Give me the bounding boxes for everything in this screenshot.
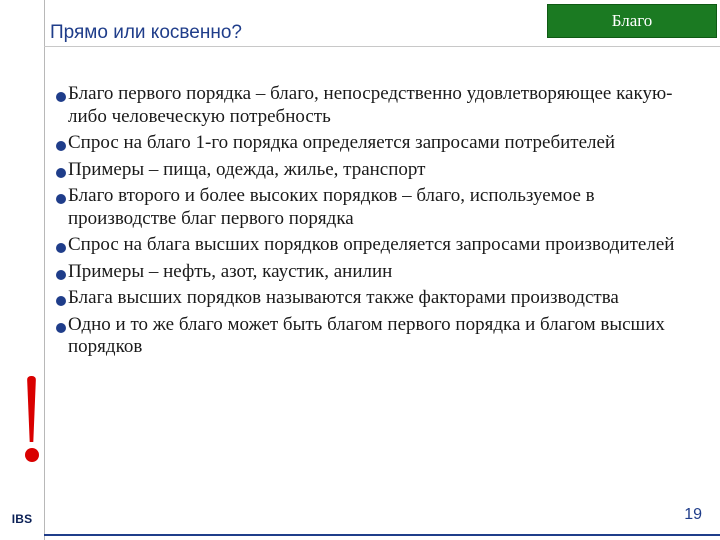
list-item: [56, 314, 706, 359]
bullet-icon: [56, 243, 66, 253]
exclamation-bar: [27, 376, 36, 442]
bullet-list: [56, 83, 706, 363]
list-item-text: Блага высших порядков называются также факторами производства: [68, 287, 619, 308]
list-item-text: Спрос на благо 1-го порядка определяется запросами потребителей: [68, 132, 616, 153]
section-tag-label: Благо: [611, 11, 653, 30]
bullet-icon: [56, 270, 66, 280]
bullet-icon: [56, 323, 66, 333]
bullet-icon: [56, 296, 66, 306]
exclamation-dot: [25, 448, 39, 462]
bullet-icon: [56, 194, 66, 204]
list-item-text: Примеры – пища, одежда, жилье, транспорт: [68, 158, 426, 180]
exclamation-icon: [22, 376, 42, 468]
list-item-text: Благо первого порядка – благо, непосредственно удовлетворяющее какую-либо человеческую потребность: [68, 83, 673, 127]
slide-title: Прямо или косвенно?: [50, 22, 242, 43]
footer-rule: [44, 534, 720, 536]
list-item: [56, 83, 706, 128]
page-number: 19: [684, 506, 702, 523]
list-item: [56, 287, 706, 310]
list-item-text: Примеры – нефть, азот, каустик, анилин: [68, 260, 393, 282]
list-item: [56, 159, 706, 182]
title-underline: [44, 46, 720, 47]
list-item: [56, 185, 706, 230]
list-item-text: Благо второго и более высоких порядков – благо, используемое в производстве благ первого порядка: [68, 185, 595, 229]
company-logo: [0, 498, 44, 540]
list-item-text: Одно и то же благо может быть благом первого порядка и благом высших порядков: [68, 313, 665, 357]
bullet-icon: [56, 141, 66, 151]
bullet-icon: [56, 168, 66, 178]
logo-text: IBS: [11, 512, 33, 526]
list-item: [56, 261, 706, 284]
list-item: [56, 132, 706, 155]
section-tag: [547, 4, 717, 38]
bullet-icon: [56, 92, 66, 102]
list-item: [56, 234, 706, 257]
list-item-text: Спрос на блага высших порядков определяется запросами производителей: [68, 234, 675, 255]
left-divider: [44, 0, 45, 540]
